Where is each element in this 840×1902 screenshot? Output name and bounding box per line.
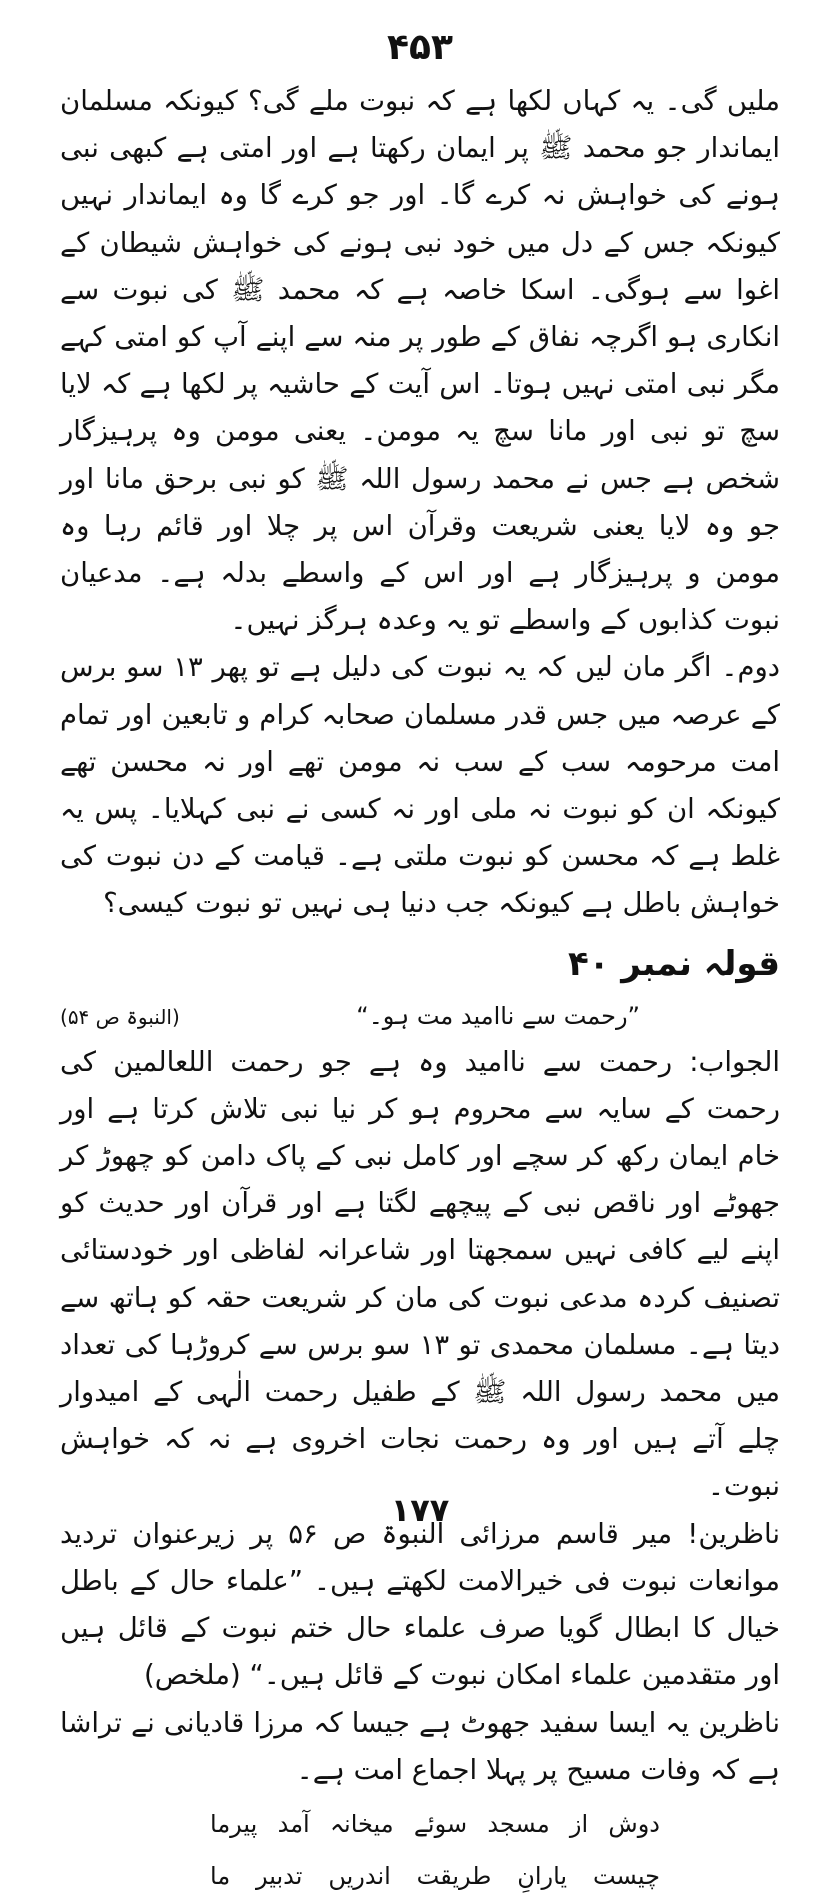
verse-line-1 — [210, 1798, 660, 1850]
page-number-top: ۴۵۳ — [387, 27, 453, 68]
quoted-claim: ”رحمت سے ناامید مت ہو۔“ — [356, 1001, 640, 1030]
verse-word: آمد — [277, 1809, 310, 1838]
verse-word: از — [569, 1809, 589, 1838]
verse-word: دوش — [608, 1809, 660, 1838]
quote-citation: (النبوۃ ص ۵۴) — [60, 1004, 180, 1029]
readers-paragraph: ناظرین! میر قاسم مرزائی النبوۃ ص ۵۶ پر زیرعنوان تردید موانعات نبوت فی خیرالامت لکھتے ہیں۔ ”علماء حال کے باطل خیال کا ابطال گویا صرف علماء حال ختم نبوت کے قائل ہیں اور متقدمین علماء امکان نبوت کے قائل ہیں۔“ (ملخص) — [60, 1517, 780, 1692]
verse-word: پیرما — [210, 1809, 258, 1838]
quote-row — [60, 994, 780, 1039]
closing-paragraph: ناظرین یہ ایسا سفید جھوٹ ہے جیسا کہ مرزا قادیانی نے تراشا ہے کہ وفات مسیح پر پہلا اجماع امت ہے۔ — [60, 1706, 780, 1786]
verse-word: ما — [210, 1861, 231, 1890]
verse-word: سوئے — [413, 1809, 468, 1838]
verse-word: مسجد — [487, 1809, 550, 1838]
verse-word: یارانِ — [517, 1861, 568, 1890]
verse-word: تدبیر — [256, 1861, 303, 1890]
verse-word: طریقت — [416, 1861, 492, 1890]
page-number-bottom: ۱۷۷ — [390, 1491, 450, 1529]
answer-paragraph: الجواب: رحمت سے ناامید وہ ہے جو رحمت اللعالمین کی رحمت کے سایہ سے محروم ہو کر نیا نبی تلاش کرتا ہے اور خام ایمان رکھ کر سچے اور کامل نبی کے پاک دامن کو چھوڑ کر جھوٹے اور ناقص نبی کے پیچھے لگتا ہے اور قرآن اور حدیث کو اپنے لیے کافی نہیں سمجھتا اور شاعرانہ لفاظی اور خودستائی تصنیف کردہ مدعی نبوت کی مان کر شریعت حقہ کو ہاتھ سے دیتا ہے۔ مسلمان محمدی تو ۱۳ سو برس سے کروڑہا کی تعداد میں محمد رسول اللہ ﷺ کے طفیل رحمت الٰہی کے امیدوار چلے آتے ہیں اور وہ رحمت نجات اخروی ہے نہ کہ خواہش نبوت۔ — [60, 1045, 780, 1503]
section-heading: قولہ نمبر ۴۰ — [567, 943, 780, 984]
verse-word: اندریں — [328, 1861, 391, 1890]
paragraph-1: ملیں گی۔ یہ کہاں لکھا ہے کہ نبوت ملے گی؟ کیونکہ مسلمان ایماندار جو محمد ﷺ پر ایمان رکھتا ہے اور امتی ہے کبھی نبی ہونے کی خواہش نہ کرے گا۔ اور جو کرے گا وہ ایماندار نہیں کیونکہ جس کے دل میں خود نبی ہونے کی خواہش شیطان کے اغوا سے ہوگی۔ اسکا خاصہ ہے کہ محمد ﷺ کی نبوت سے انکاری ہو اگرچہ نفاق کے طور پر منہ سے اپنے آپ کو امتی کہے مگر نبی امتی نہیں ہوتا۔ اس آیت کے حاشیہ پر لکھا ہے کہ لایا سچ تو نبی اور مانا سچ یہ مومن۔ یعنی مومن وہ پرہیزگار شخص ہے جس نے محمد رسول اللہ ﷺ کو نبی برحق مانا اور جو وہ لایا یعنی شریعت وقرآن اس پر چلا اور قائم رہا وہ مومن و پرہیزگار ہے اور اس کے واسطے بدلہ ہے۔ مدعیان نبوت کذابوں کے واسطے تو یہ وعدہ ہرگز نہیں۔ — [60, 85, 780, 637]
paragraph-2: دوم۔ اگر مان لیں کہ یہ نبوت کی دلیل ہے تو پھر ۱۳ سو برس کے عرصہ میں جس قدر مسلمان صحابہ کرام و تابعین اور تمام امت مرحومہ سب کے سب نہ مومن تھے اور نہ محسن تھے کیونکہ ان کو نبوت نہ ملی اور نہ کسی نے نبی کہلایا۔ پس یہ غلط ہے کہ محسن کو نبوت ملتی ہے۔ قیامت کے دن نبوت کی خواہش باطل ہے کیونکہ جب دنیا ہی نہیں تو نبوت کیسی؟ — [60, 651, 780, 920]
verse-line-2 — [210, 1850, 660, 1902]
persian-verse — [60, 1798, 780, 1902]
verse-word: میخانہ — [329, 1809, 394, 1838]
verse-word: چیست — [592, 1861, 660, 1890]
